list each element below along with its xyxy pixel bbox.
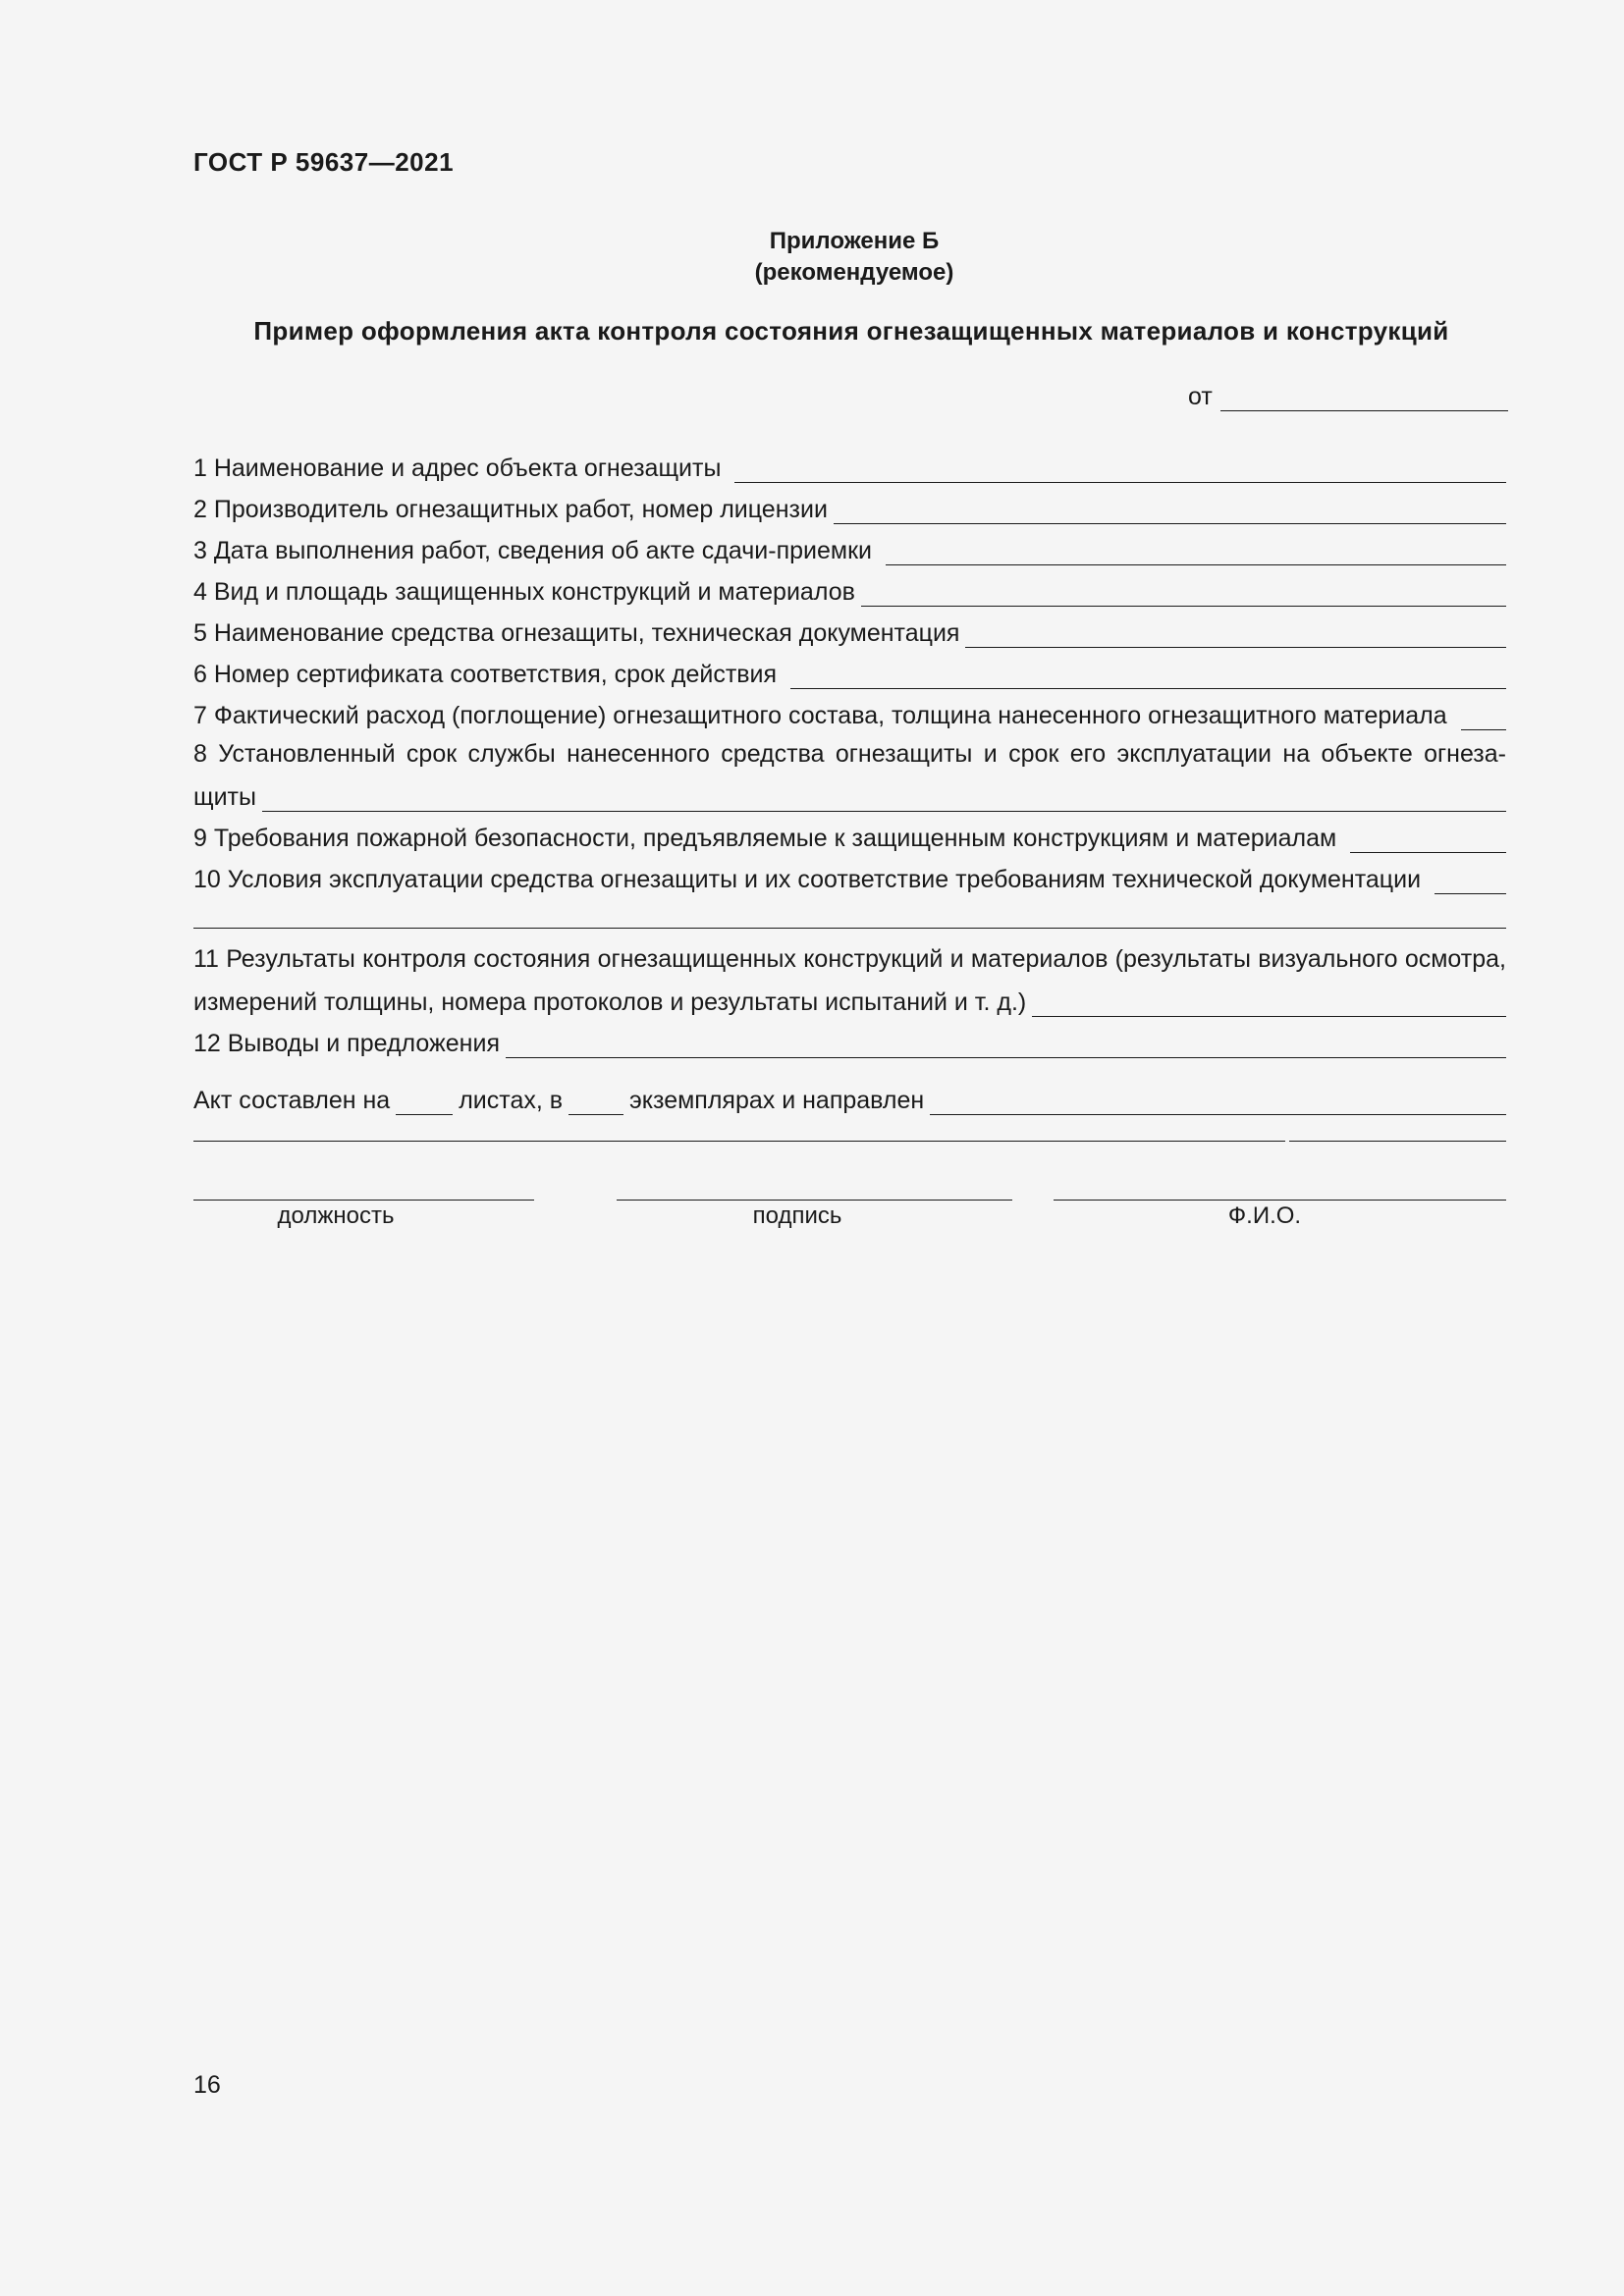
item-blank[interactable]: [886, 538, 1506, 565]
act-part-3: экземплярах и направлен: [629, 1087, 925, 1114]
item-blank[interactable]: [262, 784, 1506, 812]
item-blank[interactable]: [734, 455, 1506, 483]
item-blank[interactable]: [834, 497, 1506, 524]
appendix-title: Приложение Б: [769, 228, 940, 254]
page-number: 16: [193, 2071, 221, 2099]
item-label: 12 Выводы и предложения: [193, 1030, 500, 1057]
item-blank[interactable]: [965, 620, 1506, 648]
recipient-blank[interactable]: [930, 1088, 1506, 1115]
item-label: 7 Фактический расход (поглощение) огнезащитного состава, толщина нанесенного огнезащитного материала: [193, 702, 1447, 729]
form-item-6[interactable]: [193, 656, 1506, 689]
item-continuation: измерений толщины, номера протоколов и результаты испытаний и т. д.): [193, 988, 1027, 1016]
recipient-extra-blank-2[interactable]: [1289, 1141, 1506, 1142]
item-blank[interactable]: [790, 662, 1506, 689]
item-label: 10 Условия эксплуатации средства огнезащиты и их соответствие требованиям технической документации: [193, 866, 1422, 893]
date-field[interactable]: [1188, 378, 1508, 411]
appendix-heading: [0, 226, 1624, 289]
item-blank[interactable]: [1032, 989, 1506, 1017]
item-continuation: щиты: [193, 783, 256, 811]
item-label: 9 Требования пожарной безопасности, предъявляемые к защищенным конструкциям и материалам: [193, 825, 1337, 852]
form-item-11: 11 Результаты контроля состояния огнезащищенных конструкций и материалов (результаты визуального осмотра,: [193, 945, 1506, 973]
form-item-11-continuation[interactable]: [193, 984, 1506, 1017]
document-title: Пример оформления акта контроля состояния огнезащищенных материалов и конструкций: [253, 316, 1449, 346]
form-item-12[interactable]: [193, 1025, 1506, 1058]
item-blank[interactable]: [506, 1031, 1506, 1058]
signature-line[interactable]: [617, 1200, 1012, 1201]
standard-header: ГОСТ Р 59637—2021: [193, 147, 455, 177]
name-caption: Ф.И.О.: [1227, 1202, 1302, 1229]
act-part-2: листах, в: [459, 1087, 564, 1114]
form-item-8: 8 Установленный срок службы нанесенного средства огнезащиты и срок его эксплуатации на объекте огнеза-: [193, 740, 1506, 768]
item-label: 3 Дата выполнения работ, сведения об акте сдачи-приемки: [193, 537, 872, 564]
item-blank[interactable]: [1435, 867, 1506, 894]
form-item-4[interactable]: [193, 573, 1506, 607]
item-blank[interactable]: [1461, 703, 1506, 730]
act-statement[interactable]: [193, 1082, 1506, 1115]
act-part-1: Акт составлен на: [193, 1087, 391, 1114]
form-item-3[interactable]: [193, 532, 1506, 565]
date-prefix: от: [1188, 383, 1213, 410]
item-10-extra-blank[interactable]: [193, 928, 1506, 929]
appendix-subtitle: (рекомендуемое): [754, 259, 954, 286]
form-item-8-continuation[interactable]: [193, 778, 1506, 812]
form-item-1[interactable]: [193, 450, 1506, 483]
signature-caption: подпись: [752, 1202, 842, 1229]
copies-count-blank[interactable]: [568, 1088, 623, 1115]
form-item-9[interactable]: [193, 820, 1506, 853]
item-label: 6 Номер сертификата соответствия, срок действия: [193, 661, 778, 688]
name-line[interactable]: [1054, 1200, 1506, 1201]
item-blank[interactable]: [861, 579, 1506, 607]
item-label: 2 Производитель огнезащитных работ, номер лицензии: [193, 496, 828, 523]
item-blank[interactable]: [1350, 826, 1506, 853]
form-item-5[interactable]: [193, 614, 1506, 648]
item-label: 1 Наименование и адрес объекта огнезащиты: [193, 454, 722, 482]
item-label: 5 Наименование средства огнезащиты, техническая документация: [193, 619, 960, 647]
date-blank[interactable]: [1220, 384, 1508, 411]
item-label: 4 Вид и площадь защищенных конструкций и материалов: [193, 578, 855, 606]
recipient-extra-blank-1[interactable]: [193, 1141, 1285, 1142]
form-item-10[interactable]: [193, 861, 1506, 894]
form-item-7[interactable]: [193, 697, 1506, 730]
position-caption: должность: [277, 1202, 395, 1229]
sheets-count-blank[interactable]: [396, 1088, 453, 1115]
form-item-2[interactable]: [193, 491, 1506, 524]
position-line[interactable]: [193, 1200, 534, 1201]
